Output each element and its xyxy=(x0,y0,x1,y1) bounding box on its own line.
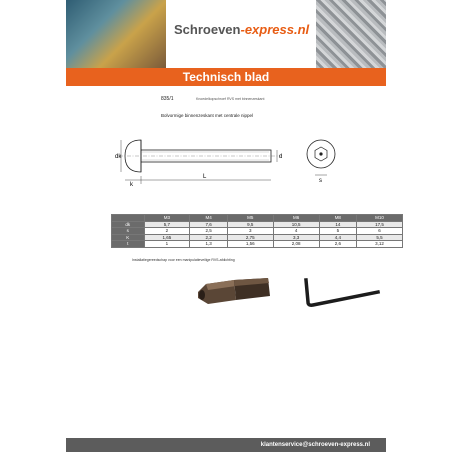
product-standard: Knoedelkopschroef RVS met binnenzeskant xyxy=(196,97,265,101)
product-description: Bolvormige binnenzeskant met centrale nippel xyxy=(161,113,254,118)
tools-caption: Installatiegereedschap voor een manipulatieveilige RVS-afdichting xyxy=(132,258,235,262)
table-cell: 1,3 xyxy=(190,241,228,248)
header-cell: M6 xyxy=(273,215,319,222)
title-bar xyxy=(66,68,386,86)
hex-key-image xyxy=(296,272,386,310)
spec-table xyxy=(111,214,403,248)
table-cell: 2,75 xyxy=(227,234,273,241)
technical-drawing xyxy=(111,130,351,188)
brand-name: Schroeven xyxy=(174,22,241,37)
table-cell: 14 xyxy=(319,221,357,228)
table-cell: 5,7 xyxy=(144,221,190,228)
page-title: Technisch blad xyxy=(182,70,270,84)
header-cell: M3 xyxy=(144,215,190,222)
table-cell: 2,5 xyxy=(190,228,228,235)
row-label: dk xyxy=(112,221,145,228)
label-L: L xyxy=(203,174,207,180)
label-d: d xyxy=(279,154,283,160)
label-s: s xyxy=(319,178,322,184)
table-cell: 9,5 xyxy=(227,221,273,228)
table-cell: 10,5 xyxy=(273,221,319,228)
table-cell: 5,5 xyxy=(357,234,403,241)
table-cell: 3,12 xyxy=(357,241,403,248)
table-cell: 4 xyxy=(273,228,319,235)
table-row xyxy=(112,241,403,248)
row-label: K xyxy=(112,234,145,241)
header-cell: M10 xyxy=(357,215,403,222)
header-cell: M4 xyxy=(190,215,228,222)
header-banner xyxy=(66,0,386,68)
table-cell: 1,65 xyxy=(144,234,190,241)
label-dk: dk xyxy=(115,154,122,160)
table-cell: 2,08 xyxy=(273,241,319,248)
table-cell: 5 xyxy=(319,228,357,235)
customer-service-email[interactable]: klantenservice@schroeven-express.nl xyxy=(260,442,370,448)
document-page xyxy=(66,0,386,452)
hex-bit-image xyxy=(196,270,276,310)
row-label: t xyxy=(112,241,145,248)
table-cell: 1 xyxy=(144,241,190,248)
row-label: s xyxy=(112,228,145,235)
table-cell: 2,6 xyxy=(319,241,357,248)
table-cell: 3,3 xyxy=(273,234,319,241)
table-cell: 17,5 xyxy=(357,221,403,228)
screws-photo xyxy=(316,0,386,68)
table-cell: 1,56 xyxy=(227,241,273,248)
table-cell: 3 xyxy=(227,228,273,235)
table-cell: 2,2 xyxy=(190,234,228,241)
logo-area xyxy=(166,0,316,68)
table-cell: 6 xyxy=(357,228,403,235)
header-cell: M8 xyxy=(319,215,357,222)
table-cell: 4,4 xyxy=(319,234,357,241)
table-cell: 7,6 xyxy=(190,221,228,228)
table-cell: 2 xyxy=(144,228,190,235)
product-code: 835/1 xyxy=(161,96,174,102)
brand-logo[interactable] xyxy=(174,22,309,37)
footer-bar xyxy=(66,438,386,452)
tools-photo xyxy=(66,0,166,68)
header-cell: M5 xyxy=(227,215,273,222)
brand-domain: -express.nl xyxy=(240,22,310,37)
label-k: k xyxy=(130,182,133,188)
